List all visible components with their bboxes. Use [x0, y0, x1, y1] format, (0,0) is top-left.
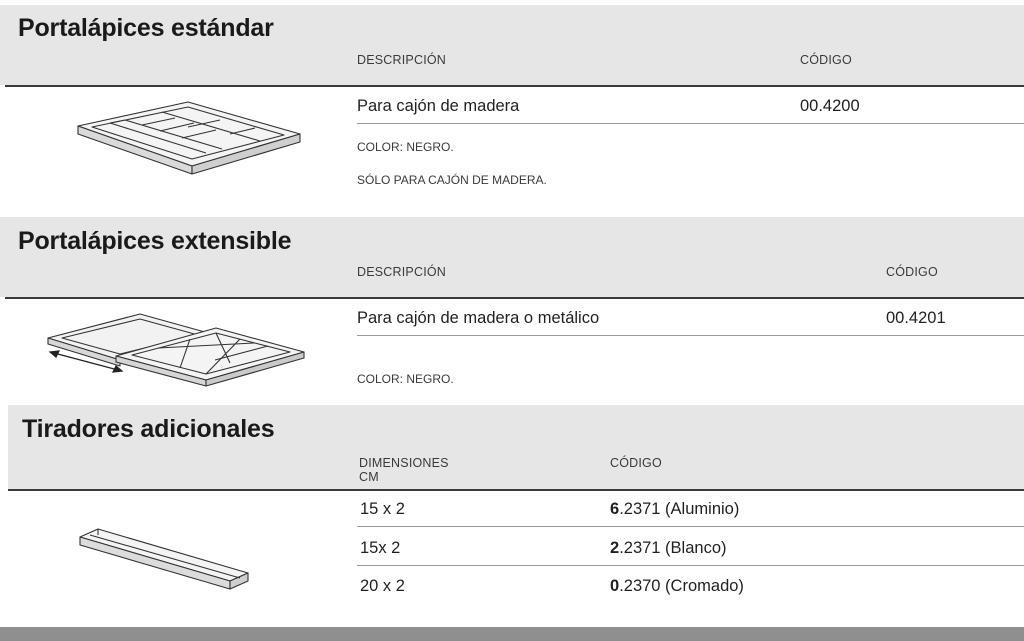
product-code: 00.4201 [886, 309, 946, 327]
table-row-code [610, 500, 739, 519]
header-divider [5, 85, 1024, 87]
column-header-description: DESCRIPCIÓN [357, 265, 447, 279]
drawer-organizer-icon [70, 96, 310, 186]
code-prefix: 6 [610, 500, 620, 518]
product-code: 00.4200 [800, 97, 860, 115]
handle-profile-icon [70, 515, 260, 600]
table-row-dimensions: 20 x 2 [360, 577, 405, 595]
header-divider [8, 489, 1024, 491]
column-header-code: CÓDIGO [800, 53, 852, 67]
product-note: COLOR: NEGRO. [357, 372, 454, 386]
section-title: Portalápices extensible [18, 227, 292, 255]
table-row-dimensions: 15 x 2 [360, 500, 405, 518]
code-prefix: 0 [610, 577, 620, 595]
product-note: COLOR: NEGRO. [357, 140, 454, 154]
table-row-code [610, 539, 727, 558]
product-note: SÓLO PARA CAJÓN DE MADERA. [357, 173, 547, 187]
column-header-dimensions-unit: CM [359, 470, 379, 484]
row-divider [357, 565, 1024, 566]
code-rest: .2371 (Aluminio) [619, 500, 740, 518]
product-description: Para cajón de madera o metálico [357, 309, 600, 327]
row-divider [357, 123, 1024, 124]
header-divider [5, 297, 1024, 299]
column-header-code: CÓDIGO [886, 265, 938, 279]
row-divider [357, 335, 1024, 336]
code-rest: .2371 (Blanco) [619, 539, 727, 557]
table-row-dimensions: 15x 2 [360, 539, 401, 557]
extensible-organizer-icon [40, 308, 320, 388]
footer-bar [0, 627, 1024, 641]
column-header-description: DESCRIPCIÓN [357, 53, 447, 67]
table-row-code [610, 577, 744, 596]
product-description: Para cajón de madera [357, 97, 520, 115]
column-header-dimensions: DIMENSIONES [359, 456, 449, 470]
section-title: Tiradores adicionales [22, 415, 275, 443]
column-header-code: CÓDIGO [610, 456, 662, 470]
code-rest: .2370 (Cromado) [619, 577, 744, 595]
section-title: Portalápices estándar [18, 14, 274, 42]
code-prefix: 2 [610, 539, 620, 557]
row-divider [357, 526, 1024, 527]
